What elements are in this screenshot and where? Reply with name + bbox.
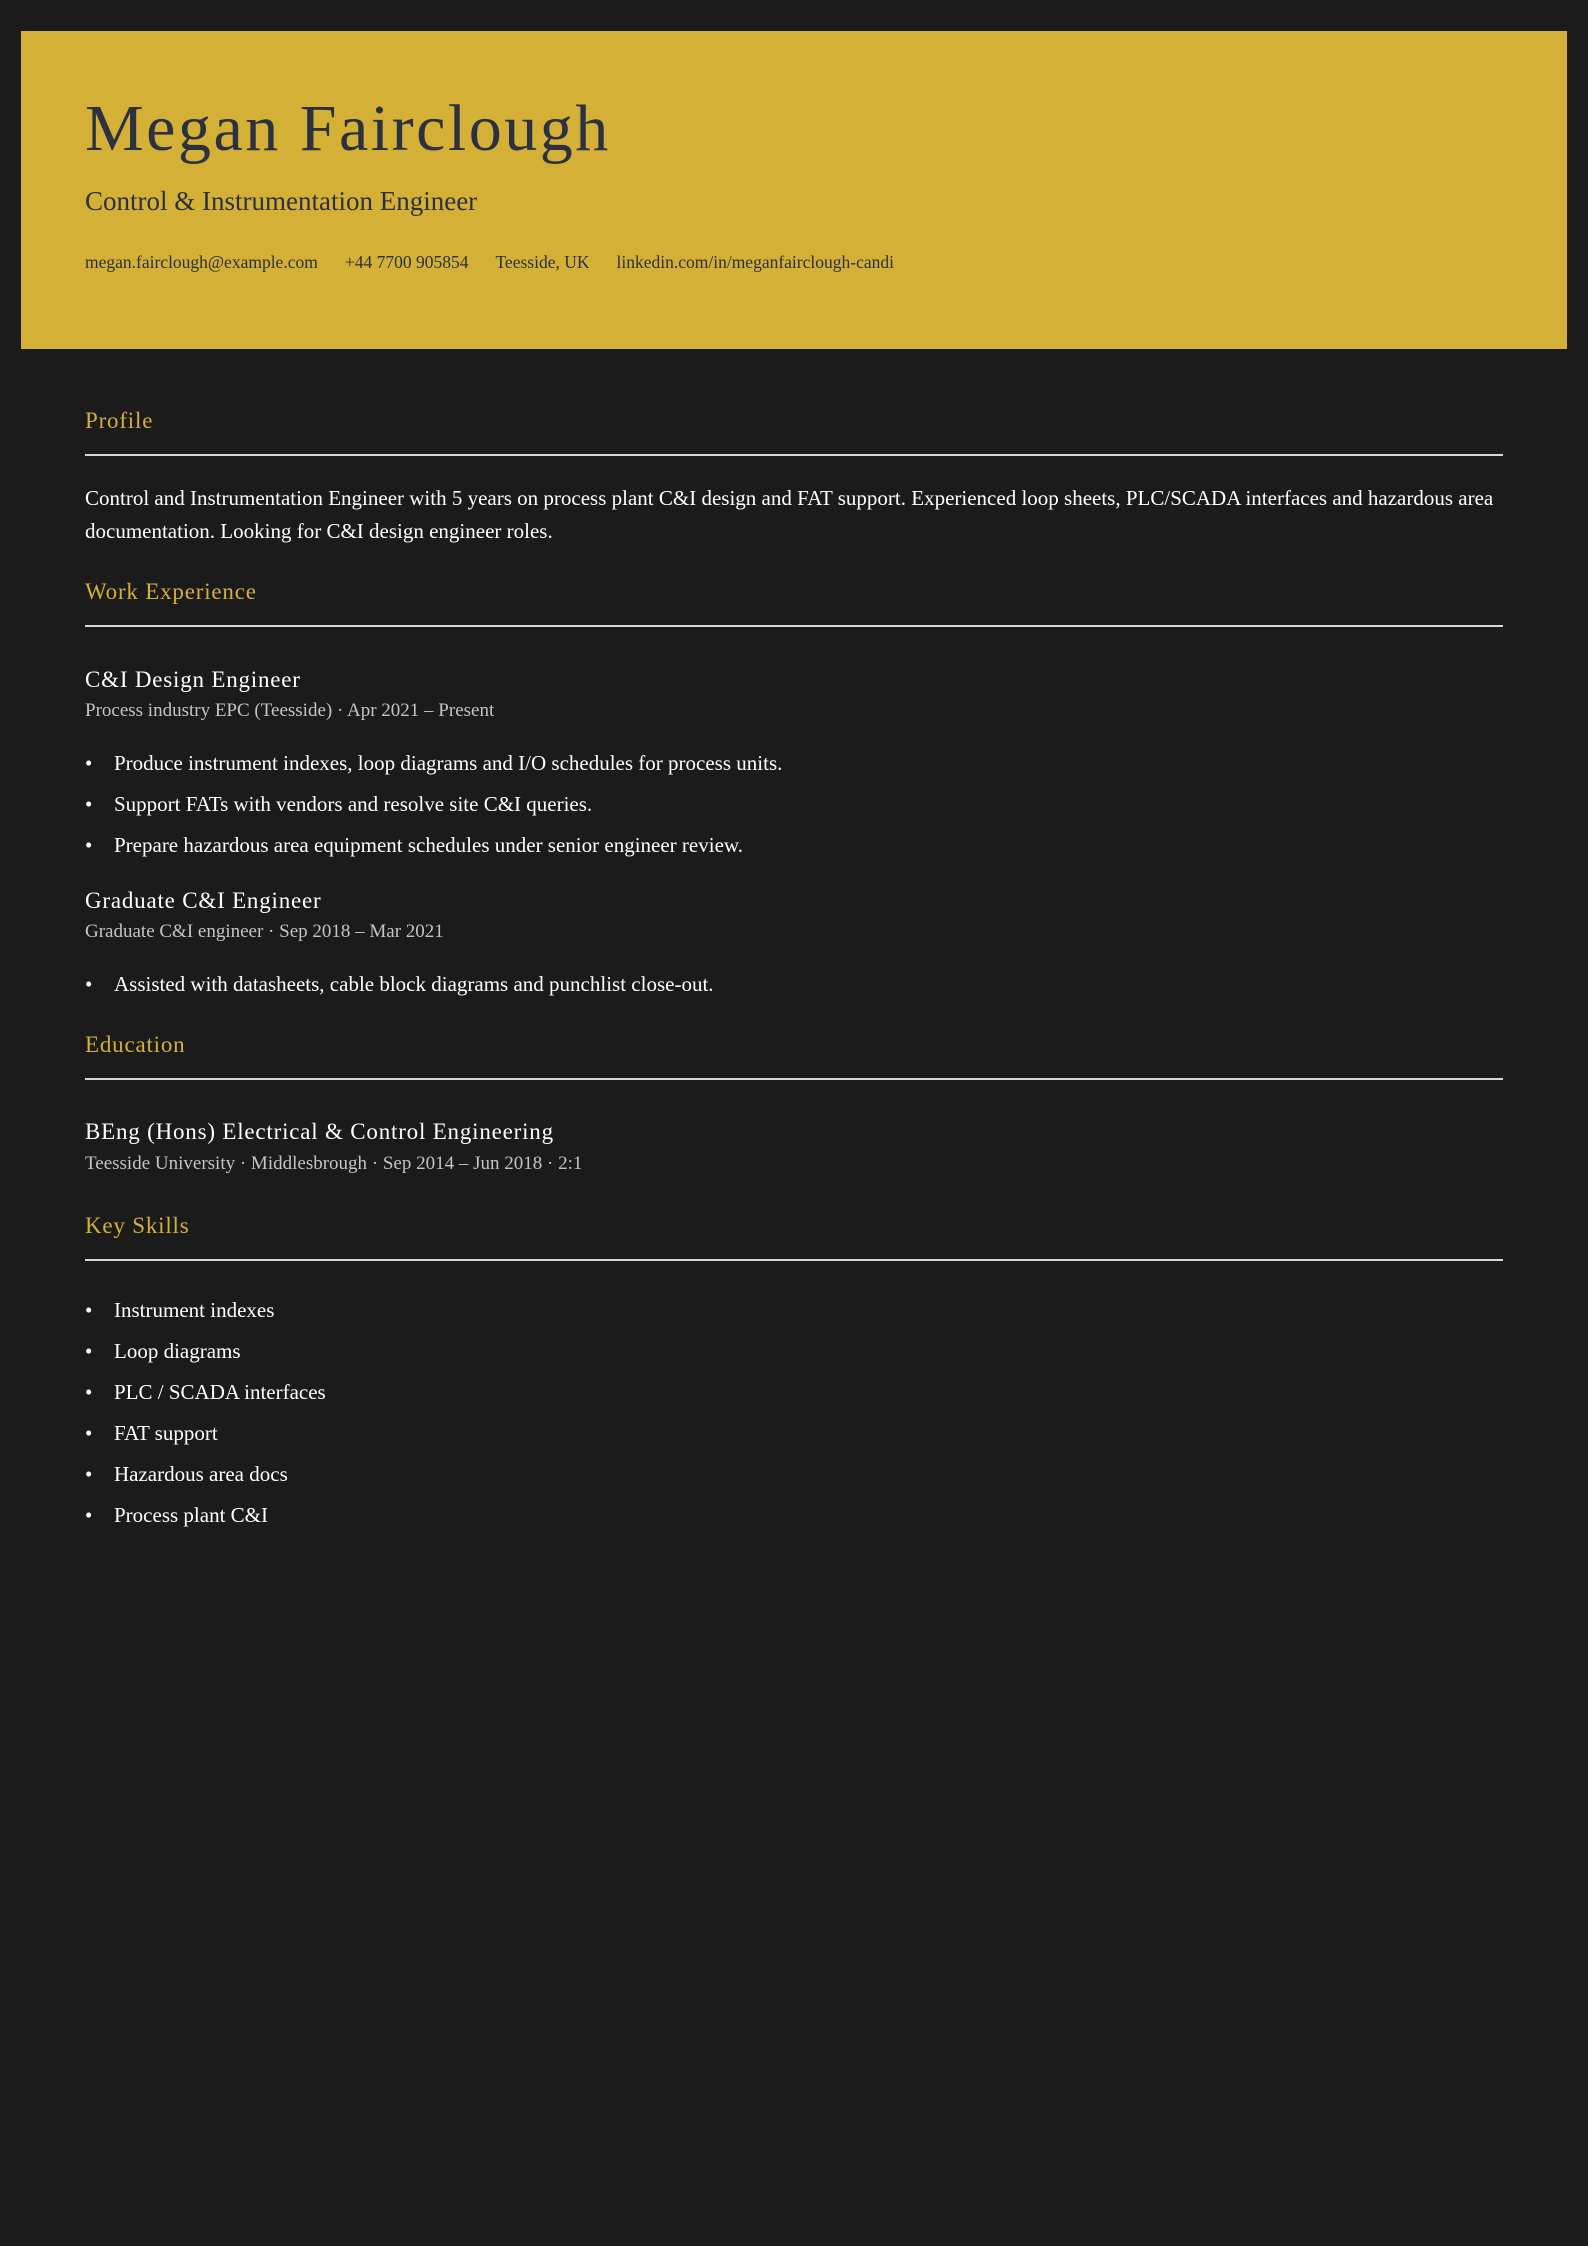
bullet-marker: • bbox=[85, 833, 93, 857]
bullet-marker: • bbox=[85, 1339, 93, 1363]
list-item-text: Prepare hazardous area equipment schedules under senior engineer review. bbox=[114, 833, 743, 857]
skill-item: Instrument indexes bbox=[114, 1298, 275, 1322]
contact-linkedin[interactable]: linkedin.com/in/meganfairclough-candi bbox=[616, 252, 894, 272]
skill-item: Hazardous area docs bbox=[114, 1462, 288, 1486]
section-heading-skills: Key Skills bbox=[85, 1213, 190, 1238]
contact-email[interactable]: megan.fairclough@example.com bbox=[85, 252, 318, 272]
bullet-marker: • bbox=[85, 751, 93, 775]
section-heading-experience: Work Experience bbox=[85, 579, 257, 604]
candidate-role: Control & Instrumentation Engineer bbox=[85, 186, 478, 216]
bullet-marker: • bbox=[85, 1462, 93, 1486]
bullet-marker: • bbox=[85, 1298, 93, 1322]
bullet-marker: • bbox=[85, 1421, 93, 1445]
education-meta: Teesside University · Middlesbrough · Sep 2014 – Jun 2018 · 2:1 bbox=[85, 1153, 583, 1174]
job-title: Graduate C&I Engineer bbox=[85, 888, 322, 913]
contact-row bbox=[85, 252, 894, 273]
list-item-text: Assisted with datasheets, cable block diagrams and punchlist close-out. bbox=[114, 972, 714, 996]
degree-title: BEng (Hons) Electrical & Control Engineering bbox=[85, 1119, 554, 1144]
skill-item: FAT support bbox=[114, 1421, 218, 1445]
section-divider bbox=[85, 1259, 1503, 1261]
section-divider bbox=[85, 1078, 1503, 1080]
section-divider bbox=[85, 625, 1503, 627]
header-banner bbox=[21, 31, 1567, 349]
bullet-marker: • bbox=[85, 1380, 93, 1404]
list-item-text: Produce instrument indexes, loop diagrams and I/O schedules for process units. bbox=[114, 751, 783, 775]
list-item-text: Support FATs with vendors and resolve site C&I queries. bbox=[114, 792, 593, 816]
job-title: C&I Design Engineer bbox=[85, 667, 301, 692]
job-meta: Process industry EPC (Teesside) · Apr 2021 – Present bbox=[85, 700, 495, 721]
skill-item: PLC / SCADA interfaces bbox=[114, 1380, 326, 1404]
skill-item: Loop diagrams bbox=[114, 1339, 241, 1363]
section-heading-profile: Profile bbox=[85, 408, 154, 433]
bullet-marker: • bbox=[85, 792, 93, 816]
candidate-name: Megan Fairclough bbox=[85, 92, 611, 165]
profile-summary: Control and Instrumentation Engineer with 5 years on process plant C&I design and FAT support. Experienced loop sheets, PLC/SCADA interfaces and hazardous area documentation. Looking for C&I design engineer roles. bbox=[85, 486, 1494, 543]
bullet-marker: • bbox=[85, 972, 93, 996]
section-heading-education: Education bbox=[85, 1032, 186, 1057]
job-meta: Graduate C&I engineer · Sep 2018 – Mar 2021 bbox=[85, 921, 444, 942]
section-divider bbox=[85, 454, 1503, 456]
contact-location: Teesside, UK bbox=[495, 252, 590, 272]
skill-item: Process plant C&I bbox=[114, 1503, 268, 1527]
bullet-marker: • bbox=[85, 1503, 93, 1527]
contact-phone[interactable]: +44 7700 905854 bbox=[344, 252, 469, 272]
